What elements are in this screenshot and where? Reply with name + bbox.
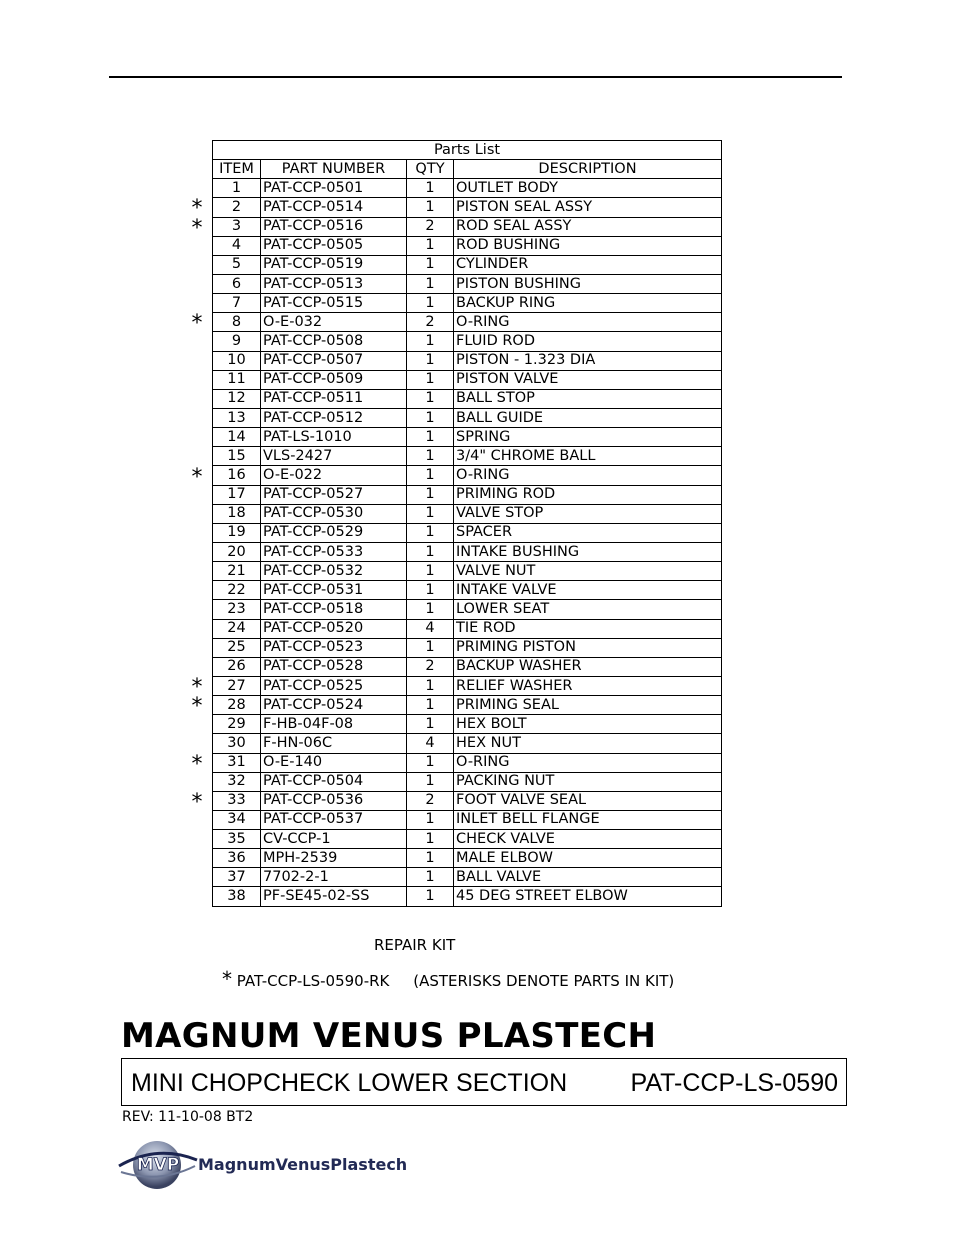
table-row (213, 619, 722, 638)
table-cell-description: INTAKE BUSHING (454, 542, 722, 561)
table-cell-item: 7 (213, 294, 261, 313)
table-cell-item: 13 (213, 408, 261, 427)
table-cell-qty: 1 (407, 255, 454, 274)
table-cell-description: O-RING (454, 313, 722, 332)
table-cell-description: BALL GUIDE (454, 408, 722, 427)
table-cell-qty: 1 (407, 389, 454, 408)
table-cell-part-number: CV-CCP-1 (261, 830, 407, 849)
table-cell-description: 45 DEG STREET ELBOW (454, 887, 722, 906)
kit-asterisk-icon: * (191, 694, 203, 720)
table-cell-description: PRIMING SEAL (454, 696, 722, 715)
title-block (121, 1058, 847, 1106)
table-cell-item: 2 (213, 198, 261, 217)
table-cell-qty: 1 (407, 428, 454, 447)
table-cell-part-number: PAT-CCP-0513 (261, 274, 407, 293)
table-row (213, 772, 722, 791)
table-cell-item: 37 (213, 868, 261, 887)
table-row (213, 332, 722, 351)
kit-asterisk-icon: * (191, 675, 203, 701)
table-cell-qty: 1 (407, 370, 454, 389)
kit-asterisk-icon: * (191, 751, 203, 777)
table-row (213, 523, 722, 542)
table-cell-item: 4 (213, 236, 261, 255)
table-row (213, 255, 722, 274)
table-cell-qty: 4 (407, 734, 454, 753)
table-cell-qty: 1 (407, 179, 454, 198)
table-cell-part-number: PAT-CCP-0501 (261, 179, 407, 198)
table-cell-qty: 1 (407, 332, 454, 351)
table-row (213, 504, 722, 523)
table-cell-part-number: O-E-022 (261, 466, 407, 485)
table-cell-qty: 1 (407, 447, 454, 466)
table-cell-qty: 1 (407, 504, 454, 523)
table-cell-description: PISTON - 1.323 DIA (454, 351, 722, 370)
table-cell-part-number: PAT-CCP-0528 (261, 657, 407, 676)
table-cell-qty: 1 (407, 753, 454, 772)
parts-list-body (213, 179, 722, 906)
table-cell-item: 28 (213, 696, 261, 715)
table-cell-item: 21 (213, 562, 261, 581)
table-cell-item: 33 (213, 791, 261, 810)
table-cell-qty: 1 (407, 236, 454, 255)
table-cell-description: INLET BELL FLANGE (454, 810, 722, 829)
table-cell-description: LOWER SEAT (454, 600, 722, 619)
table-cell-description: ROD SEAL ASSY (454, 217, 722, 236)
logo-monogram: MVP (136, 1155, 180, 1175)
table-cell-qty: 4 (407, 619, 454, 638)
table-cell-description: O-RING (454, 466, 722, 485)
table-cell-description: RELIEF WASHER (454, 676, 722, 695)
table-cell-part-number: PAT-CCP-0537 (261, 810, 407, 829)
table-cell-qty: 1 (407, 408, 454, 427)
table-row (213, 849, 722, 868)
table-cell-qty: 1 (407, 715, 454, 734)
table-cell-item: 34 (213, 810, 261, 829)
table-cell-description: PRIMING ROD (454, 485, 722, 504)
table-cell-part-number: F-HB-04F-08 (261, 715, 407, 734)
table-row (213, 428, 722, 447)
table-row (213, 447, 722, 466)
table-cell-part-number: PAT-CCP-0514 (261, 198, 407, 217)
document-title: MINI CHOPCHECK LOWER SECTION (131, 1069, 568, 1097)
table-cell-part-number: PF-SE45-02-SS (261, 887, 407, 906)
table-cell-qty: 2 (407, 217, 454, 236)
table-cell-qty: 1 (407, 485, 454, 504)
table-cell-item: 10 (213, 351, 261, 370)
table-cell-part-number: PAT-CCP-0530 (261, 504, 407, 523)
table-cell-qty: 1 (407, 562, 454, 581)
table-cell-qty: 1 (407, 274, 454, 293)
table-cell-part-number: PAT-CCP-0504 (261, 772, 407, 791)
table-cell-qty: 2 (407, 791, 454, 810)
table-row (213, 638, 722, 657)
mvp-logo-icon (117, 1140, 199, 1190)
table-cell-item: 8 (213, 313, 261, 332)
header-description: DESCRIPTION (454, 160, 722, 179)
kit-asterisk-icon: * (191, 196, 203, 222)
table-cell-description: MALE ELBOW (454, 849, 722, 868)
table-row (213, 408, 722, 427)
table-cell-qty: 1 (407, 772, 454, 791)
table-cell-item: 15 (213, 447, 261, 466)
kit-asterisk-icon: * (191, 464, 203, 490)
table-cell-part-number: PAT-CCP-0507 (261, 351, 407, 370)
kit-asterisk-icon: * (191, 311, 203, 337)
table-cell-description: PISTON VALVE (454, 370, 722, 389)
table-row (213, 236, 722, 255)
repair-kit-part-number: PAT-CCP-LS-0590-RK (236, 972, 390, 990)
table-cell-description: OUTLET BODY (454, 179, 722, 198)
table-cell-description: 3/4" CHROME BALL (454, 447, 722, 466)
table-row (213, 389, 722, 408)
table-row (213, 370, 722, 389)
table-cell-description: SPRING (454, 428, 722, 447)
table-row (213, 217, 722, 236)
table-cell-part-number: PAT-CCP-0518 (261, 600, 407, 619)
table-cell-qty: 1 (407, 849, 454, 868)
table-cell-qty: 1 (407, 581, 454, 600)
table-cell-item: 14 (213, 428, 261, 447)
table-cell-part-number: PAT-CCP-0512 (261, 408, 407, 427)
table-row (213, 351, 722, 370)
table-cell-qty: 1 (407, 810, 454, 829)
table-cell-description: BALL STOP (454, 389, 722, 408)
table-cell-part-number: PAT-CCP-0508 (261, 332, 407, 351)
table-cell-part-number: PAT-CCP-0531 (261, 581, 407, 600)
repair-kit-title: REPAIR KIT (374, 936, 456, 954)
table-cell-qty: 1 (407, 600, 454, 619)
table-cell-item: 20 (213, 542, 261, 561)
logo-wordmark: MagnumVenusPlastech (198, 1155, 408, 1174)
table-cell-item: 24 (213, 619, 261, 638)
table-cell-qty: 2 (407, 313, 454, 332)
table-cell-qty: 1 (407, 198, 454, 217)
table-cell-part-number: PAT-CCP-0505 (261, 236, 407, 255)
table-cell-qty: 1 (407, 523, 454, 542)
table-cell-part-number: PAT-CCP-0520 (261, 619, 407, 638)
table-row (213, 600, 722, 619)
table-cell-item: 17 (213, 485, 261, 504)
company-name: MAGNUM VENUS PLASTECH (121, 1016, 657, 1056)
table-row (213, 179, 722, 198)
table-cell-item: 30 (213, 734, 261, 753)
table-row (213, 466, 722, 485)
table-cell-part-number: PAT-CCP-0533 (261, 542, 407, 561)
table-cell-item: 6 (213, 274, 261, 293)
table-cell-qty: 1 (407, 351, 454, 370)
table-cell-part-number: PAT-CCP-0509 (261, 370, 407, 389)
header-part-number: PART NUMBER (261, 160, 407, 179)
table-cell-item: 26 (213, 657, 261, 676)
table-cell-qty: 1 (407, 868, 454, 887)
table-row (213, 676, 722, 695)
table-row (213, 868, 722, 887)
table-cell-part-number: VLS-2427 (261, 447, 407, 466)
kit-asterisk-icon: * (222, 967, 232, 991)
kit-asterisk-icon: * (191, 790, 203, 816)
table-row (213, 198, 722, 217)
revision-label: REV: 11-10-08 BT2 (122, 1109, 254, 1125)
table-cell-qty: 1 (407, 830, 454, 849)
table-cell-item: 5 (213, 255, 261, 274)
table-cell-item: 11 (213, 370, 261, 389)
table-cell-part-number: PAT-CCP-0515 (261, 294, 407, 313)
table-row (213, 696, 722, 715)
table-cell-part-number: PAT-CCP-0524 (261, 696, 407, 715)
table-cell-description: BALL VALVE (454, 868, 722, 887)
parts-list-table (212, 140, 722, 907)
table-cell-description: HEX NUT (454, 734, 722, 753)
table-cell-part-number: O-E-140 (261, 753, 407, 772)
table-row (213, 294, 722, 313)
table-row (213, 753, 722, 772)
table-cell-description: ROD BUSHING (454, 236, 722, 255)
table-cell-description: VALVE STOP (454, 504, 722, 523)
table-cell-description: PACKING NUT (454, 772, 722, 791)
repair-kit-line (222, 967, 674, 991)
table-cell-item: 19 (213, 523, 261, 542)
table-row (213, 887, 722, 906)
parts-list-title: Parts List (213, 141, 722, 160)
table-cell-part-number: MPH-2539 (261, 849, 407, 868)
table-cell-item: 18 (213, 504, 261, 523)
table-row (213, 791, 722, 810)
table-row (213, 313, 722, 332)
table-cell-qty: 1 (407, 696, 454, 715)
table-cell-part-number: PAT-CCP-0511 (261, 389, 407, 408)
table-cell-qty: 1 (407, 676, 454, 695)
table-cell-qty: 1 (407, 887, 454, 906)
table-cell-qty: 1 (407, 466, 454, 485)
table-cell-description: SPACER (454, 523, 722, 542)
table-cell-description: BACKUP RING (454, 294, 722, 313)
table-cell-description: HEX BOLT (454, 715, 722, 734)
table-cell-item: 29 (213, 715, 261, 734)
table-cell-description: O-RING (454, 753, 722, 772)
table-cell-description: TIE ROD (454, 619, 722, 638)
table-cell-item: 1 (213, 179, 261, 198)
table-cell-item: 35 (213, 830, 261, 849)
table-cell-description: PISTON SEAL ASSY (454, 198, 722, 217)
table-cell-part-number: PAT-CCP-0516 (261, 217, 407, 236)
table-cell-part-number: PAT-LS-1010 (261, 428, 407, 447)
table-row (213, 657, 722, 676)
table-cell-part-number: F-HN-06C (261, 734, 407, 753)
table-cell-description: CHECK VALVE (454, 830, 722, 849)
table-cell-description: VALVE NUT (454, 562, 722, 581)
table-cell-item: 27 (213, 676, 261, 695)
table-cell-part-number: PAT-CCP-0523 (261, 638, 407, 657)
table-row (213, 274, 722, 293)
table-cell-qty: 2 (407, 657, 454, 676)
table-cell-item: 38 (213, 887, 261, 906)
table-cell-description: CYLINDER (454, 255, 722, 274)
repair-kit-note: (ASTERISKS DENOTE PARTS IN KIT) (413, 972, 675, 990)
table-cell-qty: 1 (407, 638, 454, 657)
table-cell-description: INTAKE VALVE (454, 581, 722, 600)
table-row (213, 830, 722, 849)
table-cell-part-number: PAT-CCP-0527 (261, 485, 407, 504)
table-cell-item: 23 (213, 600, 261, 619)
table-cell-item: 22 (213, 581, 261, 600)
table-cell-item: 12 (213, 389, 261, 408)
document-number: PAT-CCP-LS-0590 (630, 1069, 838, 1097)
table-cell-description: BACKUP WASHER (454, 657, 722, 676)
table-cell-part-number: PAT-CCP-0529 (261, 523, 407, 542)
table-row (213, 734, 722, 753)
table-cell-item: 9 (213, 332, 261, 351)
kit-asterisk-icon: * (191, 215, 203, 241)
header-qty: QTY (407, 160, 454, 179)
table-cell-item: 31 (213, 753, 261, 772)
table-cell-description: FLUID ROD (454, 332, 722, 351)
top-rule (109, 76, 842, 78)
table-cell-part-number: O-E-032 (261, 313, 407, 332)
table-row (213, 542, 722, 561)
table-cell-item: 32 (213, 772, 261, 791)
table-cell-part-number: PAT-CCP-0525 (261, 676, 407, 695)
table-cell-description: PISTON BUSHING (454, 274, 722, 293)
table-row (213, 485, 722, 504)
table-cell-item: 16 (213, 466, 261, 485)
table-cell-qty: 1 (407, 294, 454, 313)
header-item: ITEM (213, 160, 261, 179)
table-cell-part-number: PAT-CCP-0532 (261, 562, 407, 581)
table-row (213, 715, 722, 734)
table-row (213, 581, 722, 600)
table-cell-part-number: PAT-CCP-0536 (261, 791, 407, 810)
table-cell-description: FOOT VALVE SEAL (454, 791, 722, 810)
table-cell-item: 36 (213, 849, 261, 868)
table-row (213, 562, 722, 581)
table-cell-item: 25 (213, 638, 261, 657)
table-cell-part-number: 7702-2-1 (261, 868, 407, 887)
table-cell-part-number: PAT-CCP-0519 (261, 255, 407, 274)
table-cell-item: 3 (213, 217, 261, 236)
table-cell-description: PRIMING PISTON (454, 638, 722, 657)
table-cell-qty: 1 (407, 542, 454, 561)
table-row (213, 810, 722, 829)
